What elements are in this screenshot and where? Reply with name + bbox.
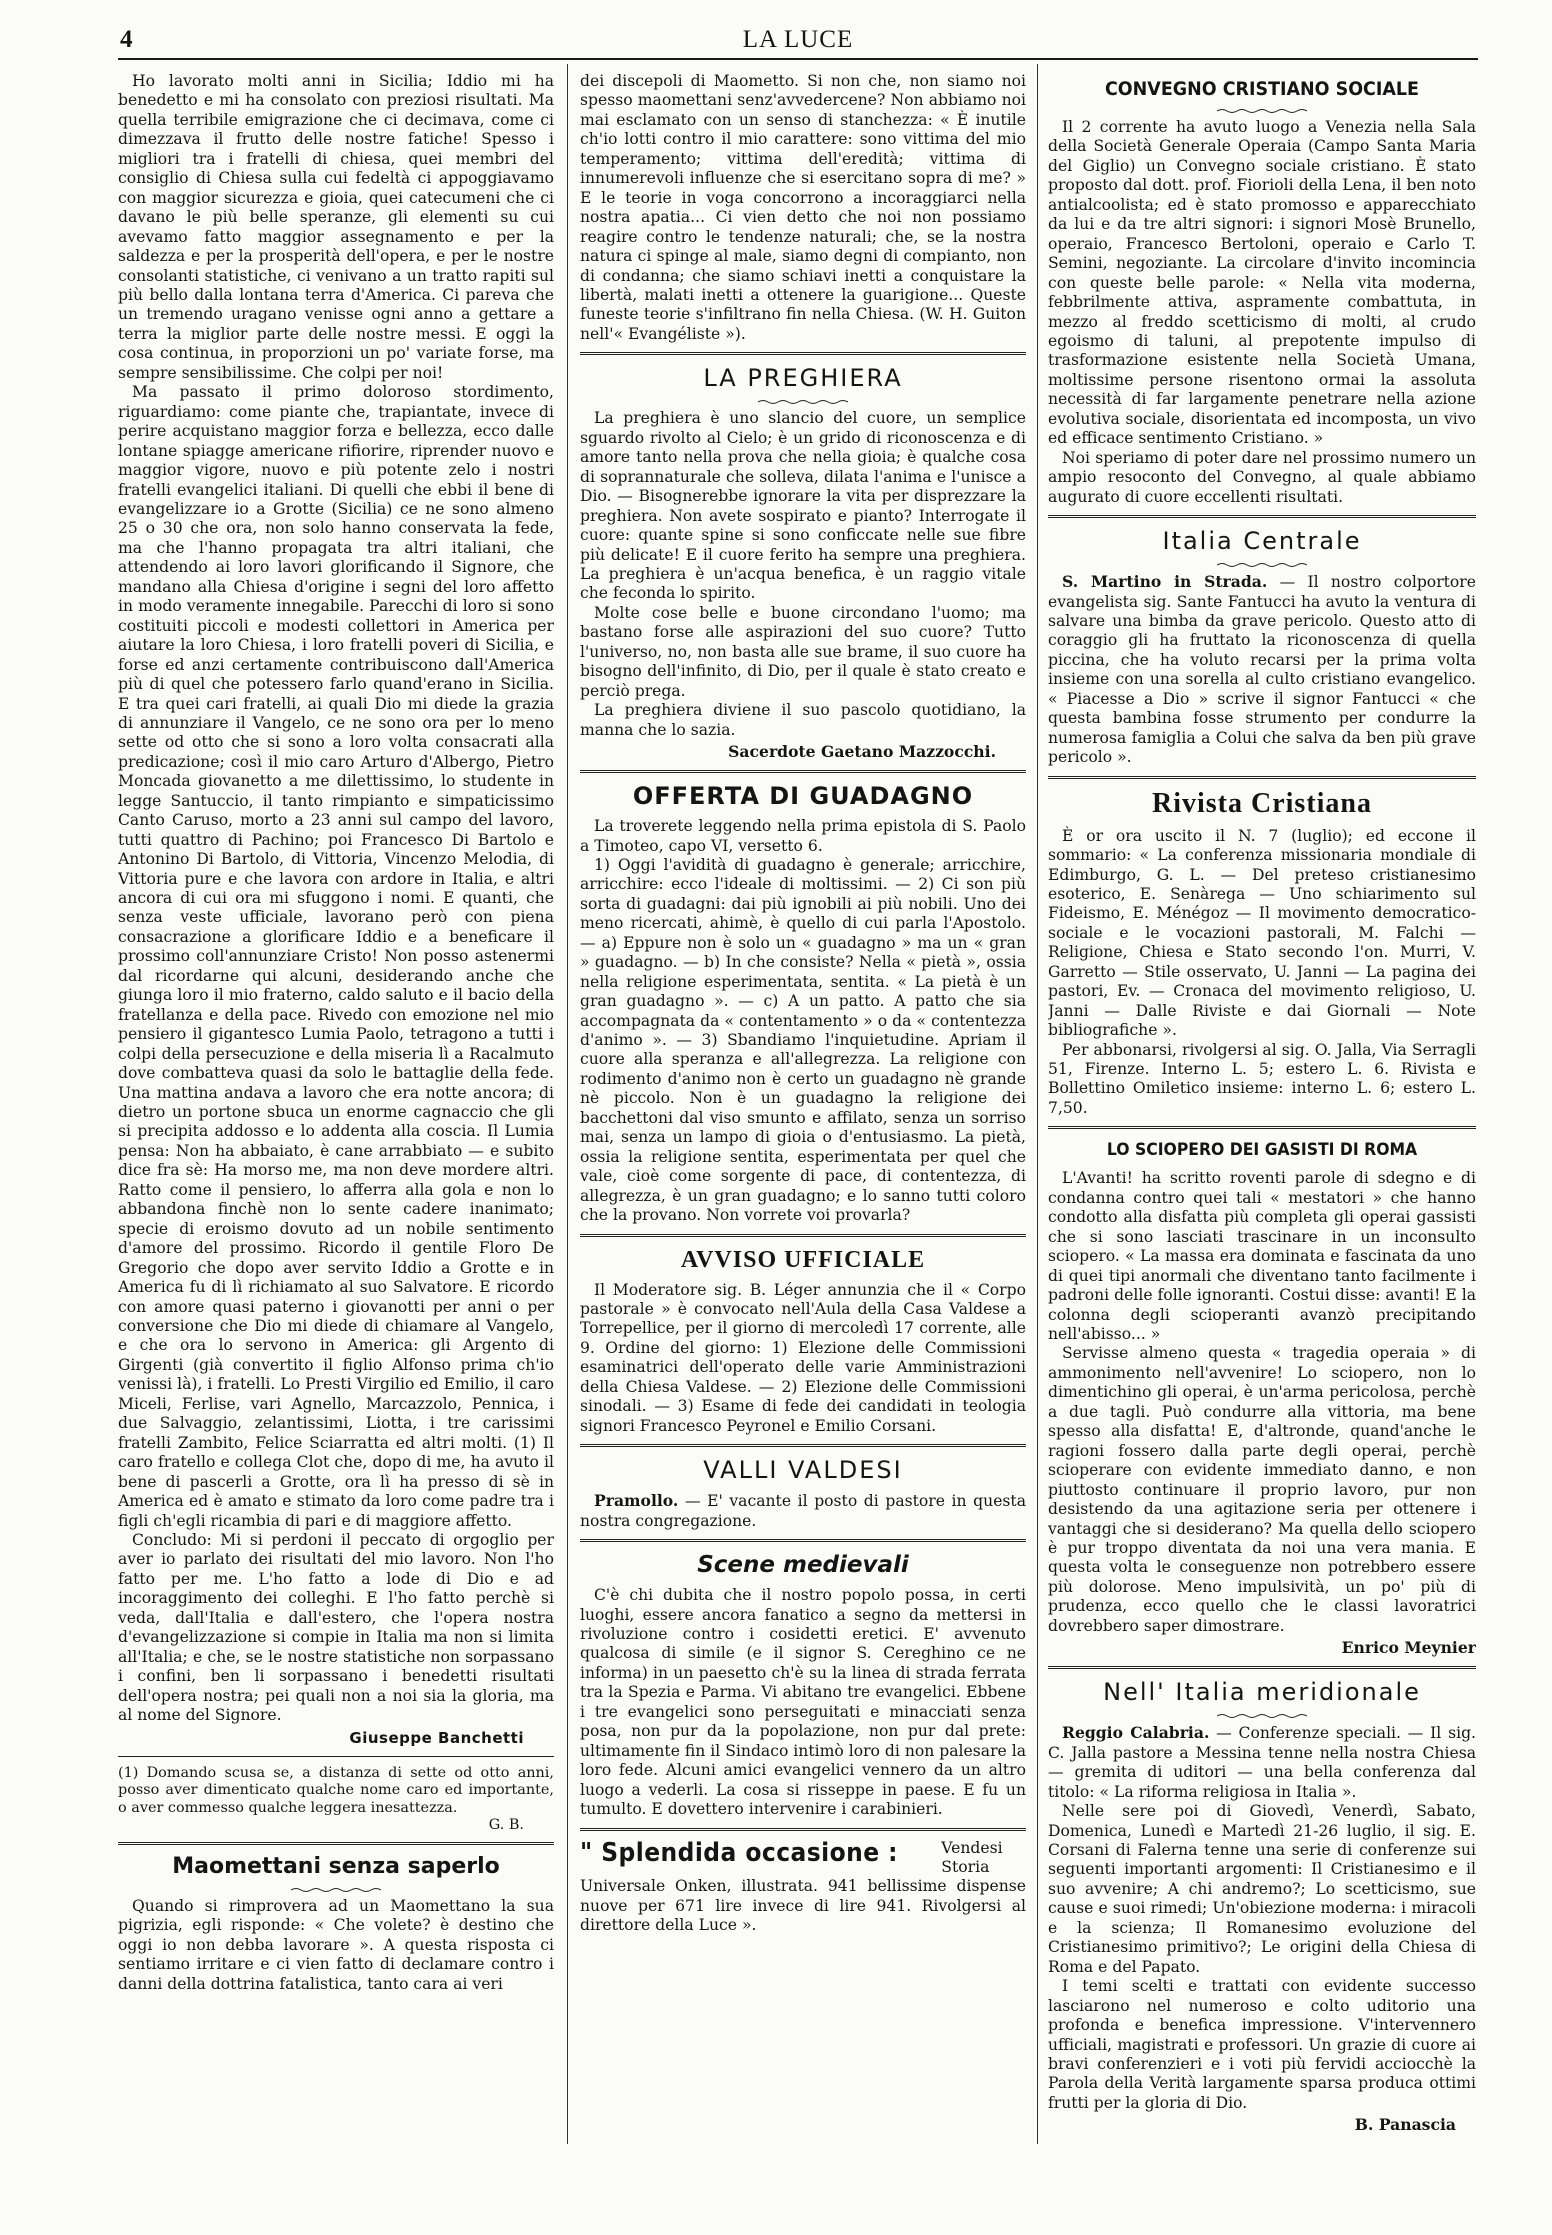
article-paragraph: Nelle sere poi di Giovedì, Venerdì, Sabato, Domenica, Lunedì e Martedì 21-26 luglio, il sig. E. Corsani di Falerna tenne una serie di conferenze sui seguenti importanti argomenti: Il Cristianesimo e il suo avvenire; A chi andremo?; Lo scetticismo, sue cause e suoi rimedi; Un'obiezione moderna: i miracoli e la scienza; Il Romanesimo evoluzione del Cristianesimo primitivo?; Le origini della Chiesa di Roma e del Papato.	[1048, 1802, 1476, 1976]
article-paragraph: dei discepoli di Maometto. Si non che, non siamo noi spesso maomettani senz'avvedercene? Non abbiamo noi mai esclamato con un senso di stanchezza: « È inutile ch'io lotti contro il mio carattere: sono vittima del mio temperamento; vittima dell'eredità; vittima di innumerevoli influenze che si esercitano sopra di me? » E le teorie in voga concorrono a incoraggiarci nella nostra apatia... Ci vien detto che noi non possiamo reagire contro le tendenze naturali; che, se la nostra natura ci spinge al male, siamo degni di compianto, non di condanna; che siamo schiavi inetti a conquistare la libertà, malati inetti a ottenere la guarigione... Queste funeste teorie s'infiltrano fin nella Chiesa. (W. H. Guiton nell'« Evangéliste »).	[580, 72, 1026, 343]
column-2	[580, 72, 1026, 2212]
divider	[580, 1234, 1026, 1237]
ornament	[1217, 108, 1307, 114]
section-title-avviso: AVVISO UFFICIALE	[680, 1246, 926, 1273]
ornament	[758, 399, 848, 405]
article-paragraph: Per abbonarsi, rivolgersi al sig. O. Jalla, Via Serragli 51, Firenze. Interno L. 5; estero L. 6. Rivista e Bollettino Omiletico insieme: interno L. 6; estero L. 7,50.	[1048, 1040, 1476, 1117]
ornament	[1217, 562, 1307, 568]
divider	[580, 352, 1026, 355]
page-header	[118, 22, 1478, 60]
page-number: 4	[120, 26, 133, 53]
section-title-scene: Scene medievali	[697, 1552, 909, 1579]
article-signature: B. Panascia	[1354, 2115, 1456, 2135]
article-paragraph: Ho lavorato molti anni in Sicilia; Iddio mi ha benedetto e mi ha consolato con preziosi risultati. Ma quella terribile emigrazione che ci decimava, come ci dimezzava il frutto delle nostre fatiche! Spesso i migliori tra i fratelli di chiesa, quei membri del consiglio di Chiesa sulla cui fedeltà ci appoggiavamo con maggior sicurezza e gioia, quei catecumeni che ci davano le più belle speranze, gli elementi su cui avevamo fatto maggior assegnamento e per la saldezza e per la prosperità dell'opera, e per le nostre consolanti statistiche, ci venivano a un tratto rapiti sul più bello dalla lontana terra d'America. Ci pareva che un tremendo uragano venisse ogni anno a gettare a terra la miglior parte delle nostre messi. E oggi la cosa continua, in proporzioni un po' variate forse, ma sempre sensibilissime. Che colpi per noi!	[118, 72, 554, 382]
article-signature: Giuseppe Banchetti	[349, 1728, 524, 1747]
section-title-italia-centrale: Italia Centrale	[1162, 527, 1362, 556]
article-paragraph: Molte cose belle e buone circondano l'uomo; ma bastano forse alle aspirazioni del suo cuore? Tutto l'universo, no, non basta alle sue brame, il suo cuore ha bisogno dell'infinito, di Dio, per il quale è stato creato e perciò prega.	[580, 603, 1026, 700]
ad-text: Vendesi Storia Universale Onken, illustrata. 941 bellissime dispense nuove per 671 lire invece di lire 941. Rivolgersi al direttore della Luce ».	[580, 1838, 1026, 1935]
article-paragraph: È or ora uscito il N. 7 (luglio); ed eccone il sommario: « La conferenza missionaria mondiale di Edimburgo, G. L. — Del preteso cristianesimo esoterico, E. Senàrega — Uno schiarimento sul Fideismo, E. Ménégoz — Il movimento democratico-sociale e le vocazioni pastorali, M. Falchi — Religione, Chiesa e Stato secondo l'on. Murri, V. Garretto — Stile osservato, U. Janni — La pagina dei pastori, Ev. — Cronaca del movimento religioso, U. Janni — Dalle Riviste e dai Giornali — Note bibliografiche ».	[1048, 826, 1476, 1040]
ad-headline: " Splendida occasione :	[580, 1837, 898, 1868]
article-text: — E' vacante il posto di pastore in questa nostra congregazione.	[580, 1492, 1026, 1530]
place-name: Pramollo.	[594, 1491, 679, 1511]
divider	[1048, 1126, 1476, 1129]
article-paragraph: Servisse almeno questa « tragedia operaia » di ammonimento nell'avvenire! Lo sciopero, non lo dimentichino gli operai, è un'arma pericolosa, perchè a due tagli. Può condurre alla vittoria, ma bene spesso alla disfatta! E, d'altronde, quand'anche le ragioni fossero dalla parte degli operai, perchè scioperare con evidente immediato danno, e non piuttosto continuare il proprio lavoro, pur non desistendo da una agitazione seria per ottenere i vantaggi che si desiderano? Ma quella dello sciopero è pur troppo diventata da noi una vera mania. E questa volta le conseguenze non potrebbero essere più dolorose. Meno impulsività, un po' più di prudenza, ecco quello che le classi lavoratrici dovrebbero saper dimostrare.	[1048, 1344, 1476, 1635]
divider	[1048, 776, 1476, 779]
column-rule-2	[1037, 64, 1038, 2144]
article-paragraph: Noi speriamo di poter dare nel prossimo numero un ampio resoconto del Convegno, al quale abbiamo augurato di cuore eccellenti risultati.	[1048, 448, 1476, 506]
article-paragraph: Quando si rimprovera ad un Maomettano la sua pigrizia, egli risponde: « Che volete? è destino che oggi io non debba lavorare ». A questa risposta ci sentiamo irritare e ci vien fatto di declamare contro i danni della dottrina fatalistica, tanto cara ai veri	[118, 1897, 554, 1993]
divider	[580, 1539, 1026, 1542]
section-title-preghiera: LA PREGHIERA	[703, 364, 903, 393]
divider	[118, 1842, 554, 1845]
column-rule-1	[567, 64, 568, 2144]
divider	[1048, 1666, 1476, 1669]
place-name: S. Martino in Strada.	[1062, 572, 1268, 592]
ornament	[1217, 1713, 1307, 1719]
ornament	[291, 1887, 381, 1893]
section-title-convegno: CONVEGNO CRISTIANO SOCIALE	[1104, 78, 1420, 100]
column-1	[118, 72, 554, 2212]
article-signature: Sacerdote Gaetano Mazzocchi.	[728, 742, 996, 762]
article-paragraph	[580, 1491, 1026, 1531]
section-title-valli: VALLI VALDESI	[703, 1456, 903, 1485]
place-name: Reggio Calabria.	[1062, 1723, 1210, 1743]
newspaper-title: LA LUCE	[742, 26, 854, 53]
section-title-rivista: Rivista Cristiana	[1152, 787, 1372, 819]
section-title-maomettani: Maomettani senza saperlo	[172, 1854, 500, 1880]
article-paragraph	[1048, 572, 1476, 768]
article-paragraph	[1048, 1723, 1476, 1802]
article-text: — Conferenze speciali. — Il sig. C. Jalla pastore a Messina tenne nella nostra Chiesa — gremita di uditori — una bella conferenza dal titolo: « La riforma religiosa in Italia ».	[1048, 1724, 1476, 1801]
advertisement	[580, 1839, 1026, 1936]
article-paragraph: Il 2 corrente ha avuto luogo a Venezia nella Sala della Società Generale Operaia (Campo Santa Maria del Giglio) un Convegno sociale cristiano. È stato proposto dal dott. prof. Fiorioli della Lena, il ben noto antialcoolista; ed è stato promosso e apparecchiato da lui e da tre altri signori: i signori Mosè Brunello, operaio, Francesco Bertoloni, operaio e Carlo T. Semini, negoziante. La circolare d'invito incomincia con queste belle parole: « Nella vita moderna, febbrilmente attiva, aspramente combattuta, in mezzo al freddo scetticismo di molti, al crudo egoismo di taluni, al prepotente impulso di trasformazione esistente nella Società Umana, moltissime persone risentono ormai la assoluta necessità di far largamente penetrare nella azione evolutiva sociale, disorientata ed incomposta, un vivo ed efficace sentimento Cristiano. »	[1048, 118, 1476, 448]
column-3	[1048, 72, 1476, 2212]
article-paragraph: Ma passato il primo doloroso stordimento, riguardiamo: come piante che, trapiantate, invece di perire acquistano maggior forza e bellezza, ecco dalle lontane spiagge americane rifiorire, riprender nuovo e maggior vigore, nuovo e più potente zelo i nostri fratelli evangelici italiani. Di quelli che ebbi il bene di evangelizzare io a Grotte (Sicilia) ce ne sono almeno 25 o 30 che ora, non solo hanno conservata la fede, ma che l'hanno propagata tra altri italiani, che attendendo ai loro lavori glorificando il Signore, che mandano alla Chiesa d'origine i segni del loro affetto in modo veramente innegabile. Parecchi di loro si sono costituiti piccoli e modesti collettori in America per aiutare la loro Chiesa, i loro fratelli poveri di Sicilia, e forse ed anzi certamente contribuiscono dall'America più di quel che potessero farlo quand'erano in Sicilia. E tra quei cari fratelli, ai quali Dio mi diede la grazia di annunziare il Vangelo, ce ne sono ora per lo meno sette od otto che si sono a loro volta consacrati alla predicazione; così il mio caro Arturo d'Albergo, Pietro Moncada giovanetto a me dilettissimo, lo studente in legge Santuccio, il tanto rimpianto e simpaticissimo Canto Caruso, morto a 23 anni sul campo del lavoro, tutti quattro di Pachino; poi Francesco Di Bartolo e Antonino Di Bartolo, di Vittoria, Vincenzo Melodia, di Vittoria pure e che lavora con ardore in Italia, e altri ancora di cui ora mi sfuggono i nomi. E quanti, che senza veste ufficiale, lavorano però con piena consacrazione a glorificare Iddio e a beneficare il prossimo coll'annunziare Cristo! Non posso astenermi dal ricordarne qui alcuni, desiderando anche che giunga loro il mio fraterno, caldo saluto e il bacio della fratellanza e della pace. Rivedo con emozione nel mio pensiero il gigantesco Lumia Paolo, tetragono a tutti i colpi della persecuzione e della miseria lì a Racalmuto dove combatteva quasi da solo le battaglie della fede. Una mattina andava a lavoro che era notte ancora; di dietro un portone sbuca un enorme cagnaccio che gli si precipita addosso e lo addenta alla coscia. Il Lumia pensa: Non ha abbaiato, è cane arrabbiato — e subito dice fra sè: Ha morso me, ma non deve mordere altri. Ratto come il pensiero, lo afferra alla gola e non lo abbandona finchè non lo sente cadere inanimato; specie di eroismo dovuto ad un nobile sentimento d'amore del prossimo. Ricordo il gentile Floro De Gregorio che dopo aver servito Iddio a Grotte e in America fu di lì richiamato al suo Salvatore. E ricordo con amore quasi paterno i giovanotti per anni o per conversione che Dio mi diede di chiamare al Vangelo, e che ora lo servono in America: gli Argento di Girgenti (già convertito il figlio Alfonso prima ch'io venissi là), i fratelli. Lo Presti Virgilio ed Emilio, il caro Miceli, Ferlise, vari Agnello, Marcazzolo, Pennica, i due Salvaggio, zelantissimi, Liotta, i tre carissimi fratelli Zambito, Felice Sciarratta ed altri molti. (1) Il caro fratello e collega Clot che, dopo di me, ha avuto il bene di pascerli a Grotte, ora lì ha presso di sè in America ed è amato e stimato da loro come padre tra i figli ch'egli ricambia di pari e di maggiore affetto.	[118, 383, 554, 1530]
article-signature: Enrico Meynier	[1341, 1638, 1476, 1658]
divider	[580, 770, 1026, 773]
article-paragraph: La troverete leggendo nella prima epistola di S. Paolo a Timoteo, capo VI, versetto 6.	[580, 817, 1026, 855]
divider	[118, 1756, 554, 1757]
article-paragraph: C'è chi dubita che il nostro popolo possa, in certi luoghi, essere ancora fanatico a segno da mettersi in rivoluzione contro i cosidetti eretici. E' avvenuto qualcosa di simile (e il signor S. Cereghino ce ne informa) in un paesetto ch'è su la linea di strada ferrata tra la Spezia e Parma. Vi abitano tre evangelici. Ebbene i tre evangelici sono perseguitati e minacciati senza posa, non pur da la popolazione, non pur dal prete: ultimamente fin il Sindaco intimò loro di non palesare la loro fede. Alcuni amici evangelici vennero da un altro luogo a vederli. La cosa si risseppe in paese. E fu un tumulto. E dovettero intervenire i carabinieri.	[580, 1586, 1026, 1819]
article-paragraph: La preghiera è uno slancio del cuore, un semplice sguardo rivolto al Cielo; è un grido di riconoscenza e di amore tanto nella prova che nella gioia; è qualche cosa di soprannaturale che solleva, dilata l'anima e l'unisce a Dio. — Bisognerebbe ignorare la vita per disprezzare la preghiera. Non avete sospirato e pianto? Interrogate il cuore: quante spine si sono conficcate nelle sue fibre più delicate! E il cuore ferito ha sempre una preghiera. La preghiera è un'acqua benefica, è un raggio vitale che feconda lo spirito.	[580, 409, 1026, 603]
section-title-meridionale: Nell' Italia meridionale	[1103, 1678, 1421, 1707]
article-paragraph: L'Avanti! ha scritto roventi parole di sdegno e di condanna contro quei tali « mestatori » che hanno condotto alla disfatta più completa gli operai gassisti che si sono lasciati trascinare in un inconsulto sciopero. « La massa era dominata e fascinata da uno di quei tipi anormali che diventano tanto facilmente i padroni delle folle ignoranti. Costui disse: avanti! E la colonna degli scioperanti avanzò precipitando nell'abisso... »	[1048, 1169, 1476, 1344]
footnote: (1) Domando scusa se, a distanza di sette od otto anni, posso aver dimenticato qualche nome caro ed importante, o aver commesso qualche leggera inesattezza.	[118, 1764, 554, 1816]
article-text: — Il nostro colportore evangelista sig. Sante Fantucci ha avuto la ventura di salvare una bimba da grave pericolo. Questo atto di coraggio gli ha fruttato la riconoscenza di quella piccina, che ha voluto recarsi per la prima volta insieme con una sorella al culto cristiano evangelico. « Piacesse a Dio » scrive il signor Fantucci « che questa bambina fosse strumento per condurre la numerosa famiglia a Colui che salva da ben più grave pericolo ».	[1048, 573, 1476, 767]
section-title-offerta: OFFERTA DI GUADAGNO	[632, 782, 974, 811]
article-paragraph: I temi scelti e trattati con evidente successo lasciarono nel numeroso e colto uditorio una profonda e benefica impressione. V'intervennero ufficiali, magistrati e professori. Un grazie di cuore ai bravi conferenzieri e i voti più fervidi acciocchè la Parola della Verità largamente sparsa produca ottimi frutti per la gloria di Dio.	[1048, 1977, 1476, 2112]
footnote-signature: G. B.	[488, 1817, 524, 1834]
divider	[580, 1828, 1026, 1831]
article-paragraph: Il Moderatore sig. B. Léger annunzia che il « Corpo pastorale » è convocato nell'Aula della Casa Valdese a Torrepellice, per il giorno di mercoledì 17 corrente, alle 9. Ordine del giorno: 1) Elezione delle Commissioni esaminatrici dell'operato delle varie Amministrazioni della Chiesa Valdese. — 2) Elezione delle Commissioni sinodali. — 3) Esame di fede dei candidati in teologia signori Francesco Peyronel e Emilio Corsani.	[580, 1280, 1026, 1435]
divider	[1048, 515, 1476, 518]
article-paragraph: Concludo: Mi si perdoni il peccato di orgoglio per aver io parlato dei risultati del mio lavoro. Non l'ho fatto per me. L'ho fatto a lode di Dio e ad incoraggimento dei colleghi. E l'ho fatto perchè si veda, dall'Italia e dall'estero, che l'opera nostra d'evangelizzazione si compie in Italia ma non si limita all'Italia; e che, se le nostre statistiche non sorpassano i confini, ben li sorpassano i benedetti risultati dell'opera nostra; pei quali non a noi sia la gloria, ma al nome del Signore.	[118, 1530, 554, 1725]
divider	[580, 1444, 1026, 1447]
article-paragraph: La preghiera diviene il suo pascolo quotidiano, la manna che lo sazia.	[580, 701, 1026, 739]
article-paragraph: 1) Oggi l'avidità di guadagno è generale; arricchire, arricchire: ecco l'ideale di moltissimi. — 2) Ci son più sorta di guadagni: dai più ignobili ai più nobili. Uno dei meno ricercati, ahimè, è quello di cui parla l'Apostolo. — a) Eppure non è solo un « guadagno » ma un « gran » guadagno. — b) In che consiste? Nella « pietà », ossia nella religione esperimentata, sentita. « La pietà è un gran guadagno ». — c) A un patto. A patto che sia accompagnata da « contentamento » o da « contentezza d'animo ». — 3) Sbandiamo l'inquietudine. Apriam il cuore alla speranza e all'allegrezza. La religione con rodimento d'animo non è certo un guadagno nè grande nè piccolo. Non è un guadagno la religione dei bacchettoni dal viso smunto e affilato, senza un sorriso mai, senza un lampo di gioia o d'entusiasmo. La pietà, ossia la religione sentita, esperimentata per quel che vale, cioè come sorgente di pace, di contentezza, di allegrezza, è un gran guadagno; e lo sanno tutti coloro che la provano. Non vorrete voi provarla?	[580, 855, 1026, 1225]
section-title-sciopero: LO SCIOPERO DEI GASISTI DI ROMA	[1106, 1140, 1418, 1161]
